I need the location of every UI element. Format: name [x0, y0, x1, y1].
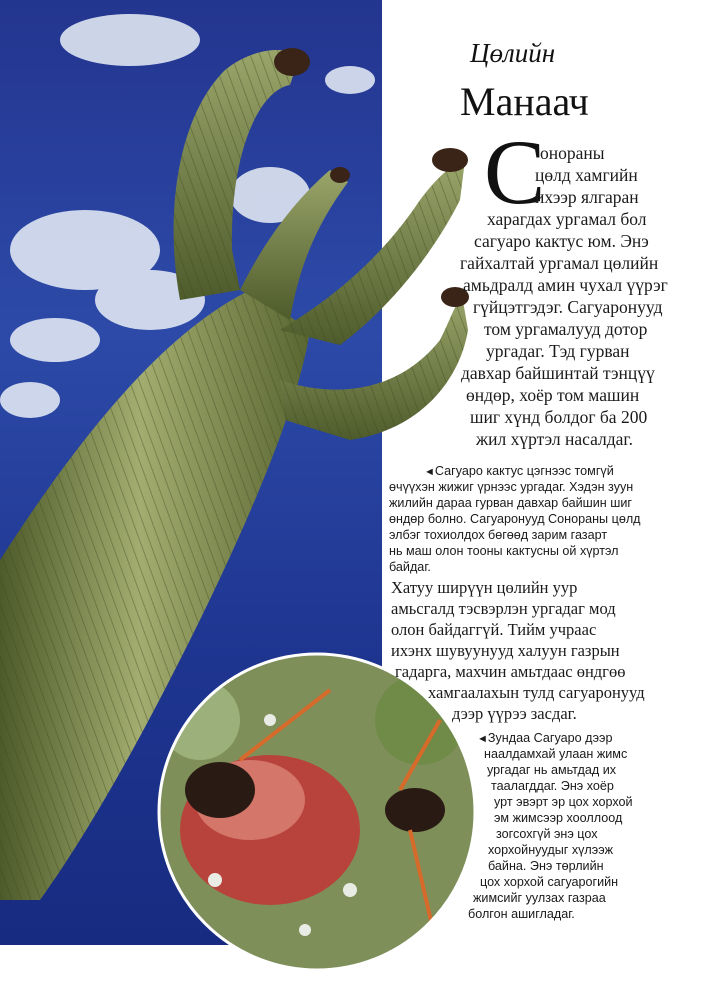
caption-line: ургадаг нь амьтдад их [487, 763, 617, 777]
intro-line: давхар байшинтай тэнцүү [461, 363, 655, 383]
body-line: ихэнх шувуунууд халуун газрын [391, 641, 620, 660]
intro-line: өндөр, хоёр том машин [466, 385, 640, 405]
caption-line: өчүүхэн жижиг үрнээс ургадаг. Хэдэн зуун [389, 480, 634, 494]
caption-line: эм жимсээр хооллоод [494, 811, 623, 825]
intro-line: цөлд хамгийн [535, 165, 638, 185]
body-line: гадарга, махчин амьтдаас өндгөө [395, 662, 626, 681]
caption-line: өндөр болно. Сагуаронууд Сонораны цөлд [389, 512, 641, 526]
intro-line: том ургамалууд дотор [484, 319, 648, 339]
caption-line: ◄Зундаа Сагуаро дээр [477, 731, 613, 745]
body-line: олон байдаггүй. Тийм учраас [391, 620, 597, 639]
caption-line: наалдамхай улаан жимс [484, 747, 628, 761]
intro-line: сагуаро кактус юм. Энэ [474, 231, 649, 251]
caption-line: нь маш олон тооны кактусны ой хүртэл [389, 544, 619, 558]
pointer-left-icon: ◄ [424, 466, 435, 478]
caption-line: урт эвэрт эр цох хорхой [494, 795, 633, 809]
intro-line: харагдах ургамал бол [487, 209, 647, 229]
caption-line: хорхойнуудыг хүлээж [488, 843, 614, 857]
intro-line: гайхалтай ургамал цөлийн [460, 253, 659, 273]
caption-line: зогсохгүй энэ цох [496, 827, 598, 841]
caption-line: элбэг тохиолдох бөгөөд зарим газарт [389, 528, 608, 542]
caption-line: цох хорхой сагуарогийн [480, 875, 619, 889]
intro-line: ургадаг. Тэд гурван [486, 341, 630, 361]
caption-line: байна. Энэ төрлийн [488, 859, 604, 873]
title-line-2: Манаач [460, 79, 589, 124]
body-line: дээр үүрээ засдаг. [452, 704, 577, 723]
intro-line: гүйцэтгэдэг. Сагуаронууд [473, 297, 663, 317]
caption-line: байдаг. [389, 560, 431, 574]
intro-line: амьдралд амин чухал үүрэг [463, 275, 668, 295]
caption-line: таалагддаг. Энэ хоёр [491, 779, 614, 793]
intro-line: онораны [540, 143, 605, 163]
caption-line: болгон ашигладаг. [468, 907, 575, 921]
intro-line: шиг хүнд болдог ба 200 [470, 407, 648, 427]
title-line-1: Цөлийн [470, 38, 556, 68]
intro-line: жил хүртэл насалдаг. [476, 429, 633, 449]
pointer-left-icon: ◄ [477, 733, 488, 745]
body-line: Хатуу ширүүн цөлийн уур [391, 578, 578, 597]
body-line: хамгаалахын тулд сагуаронууд [428, 683, 645, 702]
caption-line: жилийн дараа гурван давхар байшин шиг [389, 496, 632, 510]
caption-line: ◄Сагуаро кактус цэгнээс томгүй [424, 464, 614, 478]
caption-line: жимсийг уулзах газраа [473, 891, 606, 905]
intro-line: ихээр ялгаран [535, 187, 639, 207]
intro-dropcap: С [484, 121, 546, 223]
body-line: амьсгалд тэсвэрлэн ургадаг мод [391, 599, 616, 618]
